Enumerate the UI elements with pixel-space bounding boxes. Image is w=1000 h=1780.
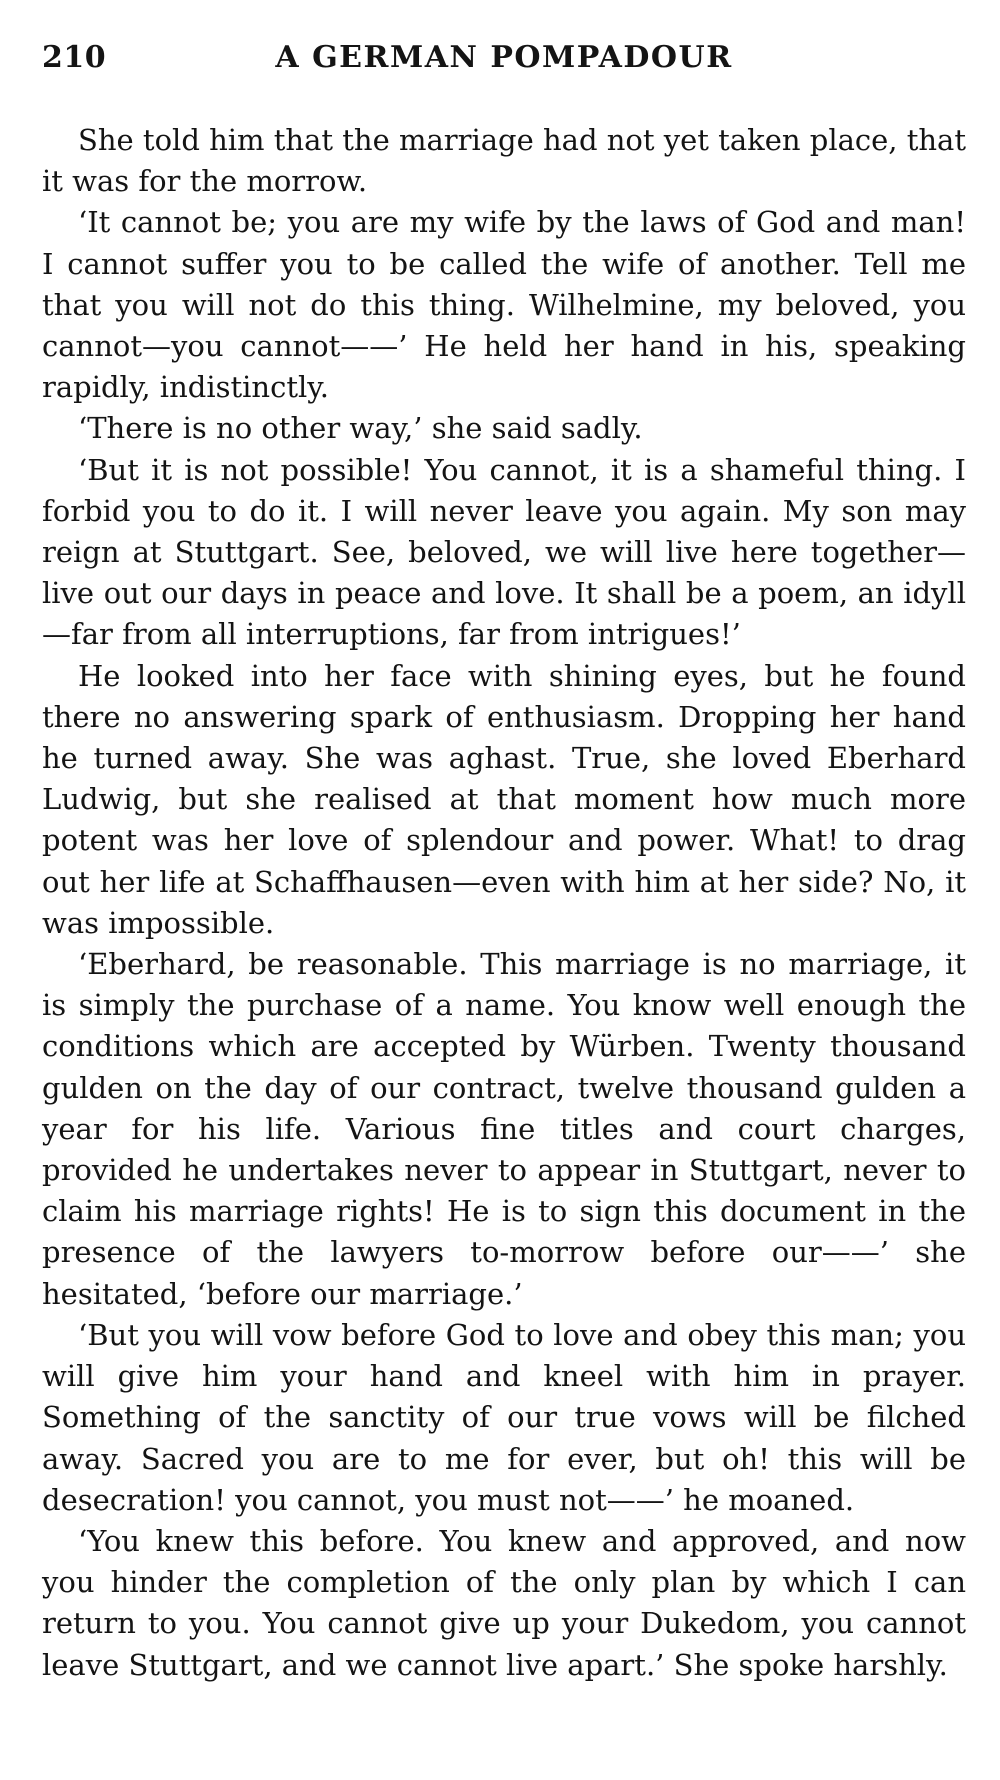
paragraph: ‘Eberhard, be reasonable. This marriage is no marriage, it is simply the purchase of a name. You know well enough the conditions which are accepted by Würben. Twenty thousand gulden on the day of our contract, twelve thousand gulden a year for his life. Various fine titles and court charges, provided he undertakes never to appear in Stuttgart, never to claim his marriage rights! He is to sign this document in the presence of the lawyers to-morrow before our——’ she hesitated, ‘before our marriage.’ [42,947,966,1311]
page-header [42,40,966,86]
paragraph: He looked into her face with shining eyes, but he found there no answering spark of enthusiasm. Dropping her hand he turned away. She was aghast. True, she loved Eberhard Ludwig, but she realised at that moment how much more potent was her love of splendour and power. What! to drag out her life at Schaffhausen—even with him at her side? No, it was impossible. [42,658,966,940]
paragraph: She told him that the marriage had not yet taken place, that it was for the morrow. [42,123,966,199]
book-page [42,40,966,1686]
paragraph: ‘It cannot be; you are my wife by the laws of God and man! I cannot suffer you to be called the wife of another. Tell me that you will not do this thing. Wilhelmine, my beloved, you cannot—you cannot——’ He held her hand in his, speaking rapidly, indistinctly. [42,205,966,405]
body-text [42,120,966,1686]
paragraph: ‘You knew this before. You knew and approved, and now you hinder the completion of the only plan by which I can return to you. You cannot give up your Dukedom, you cannot leave Stuttgart, and we cannot live apart.’ She spoke harshly. [42,1523,966,1682]
paragraph: ‘But you will vow before God to love and obey this man; you will give him your hand and kneel with him in prayer. Something of the sanctity of our true vows will be filched away. Sacred you are to me for ever, but oh! this will be desecration! you cannot, you must not——’ he moaned. [42,1317,966,1517]
page-number: 210 [42,40,107,75]
running-title: A GERMAN POMPADOUR [275,40,733,75]
paragraph: ‘There is no other way,’ she said sadly. [78,411,643,446]
paragraph: ‘But it is not possible! You cannot, it is a shameful thing. I forbid you to do it. I will never leave you again. My son may reign at Stuttgart. See, beloved, we will live here together—live out our days in peace and love. It shall be a poem, an idyll—far from all interruptions, far from intrigues!’ [42,452,966,652]
